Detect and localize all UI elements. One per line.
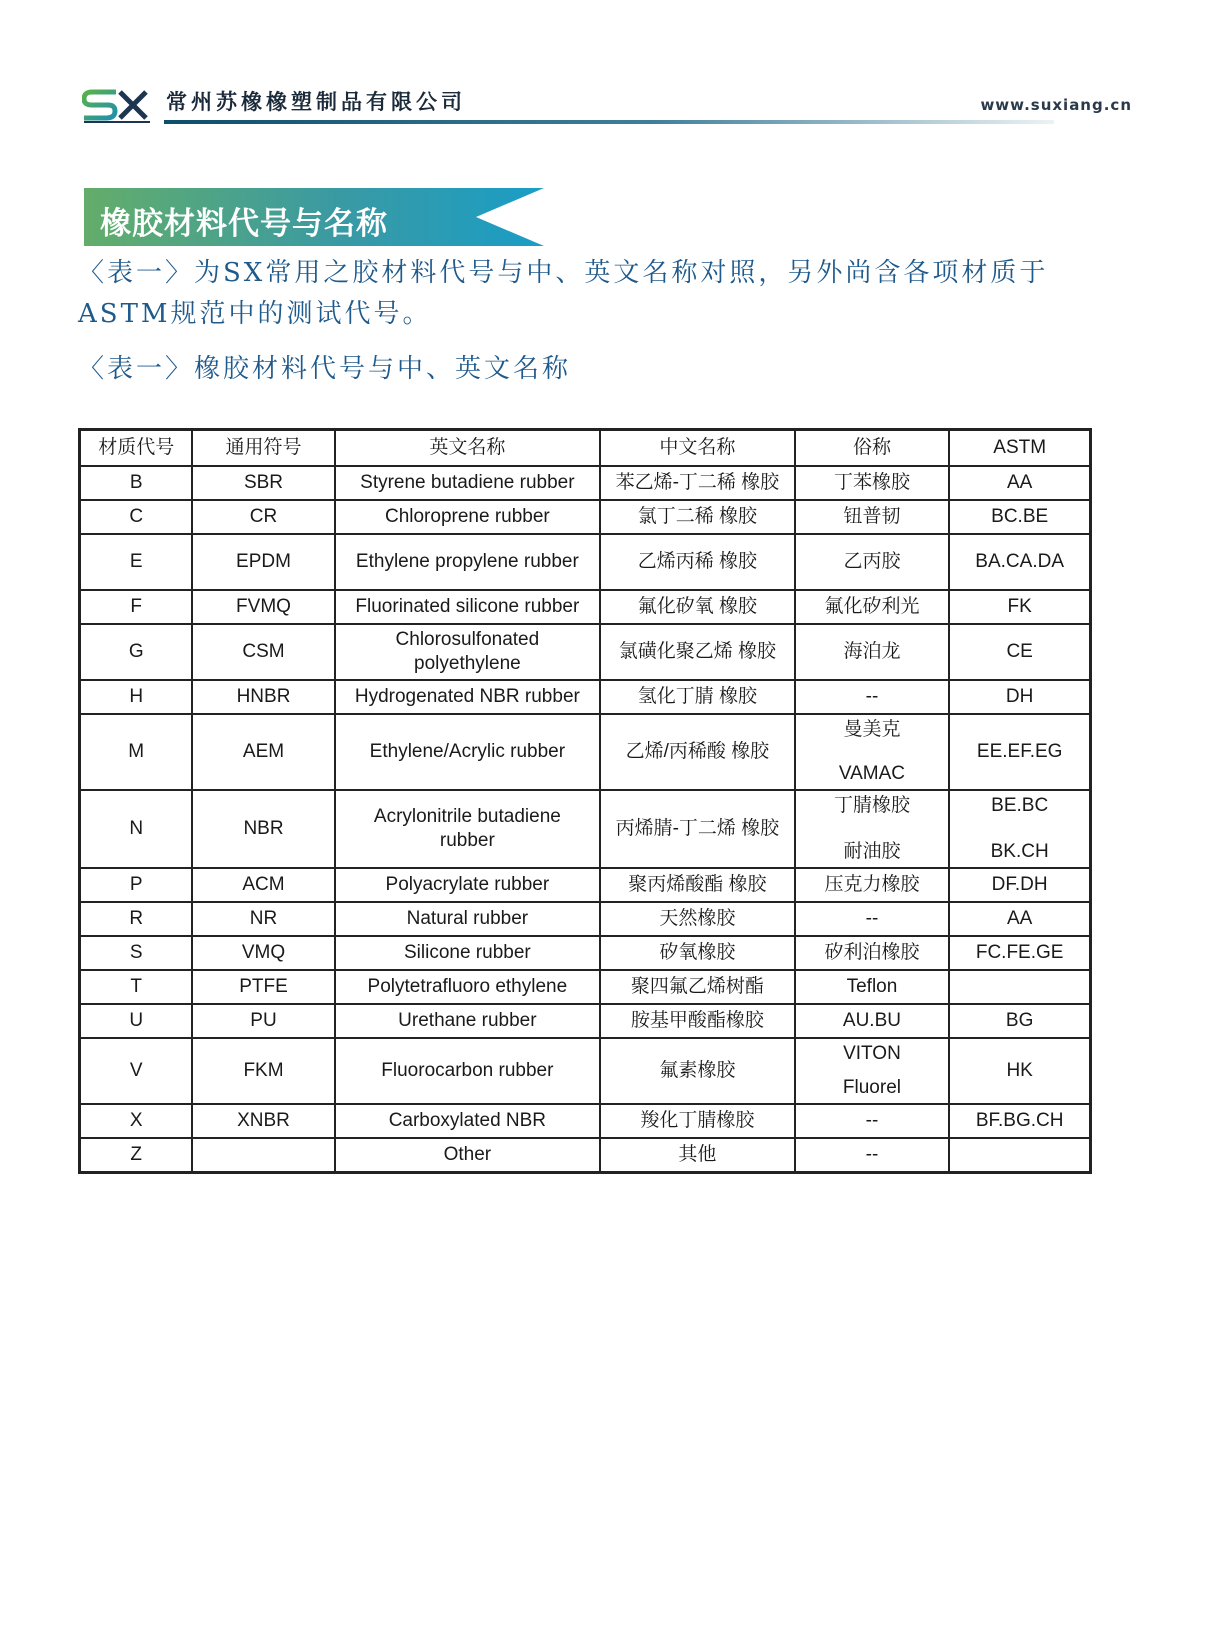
cell-english	[335, 680, 601, 714]
table-row	[80, 936, 1091, 970]
cell-symbol: XNBR	[192, 1104, 334, 1138]
cell-chinese: 聚四氟乙烯树酯	[600, 970, 794, 1004]
cell-symbol: CSM	[192, 624, 334, 680]
cell-english-line: Other	[443, 1143, 492, 1165]
cell-english	[335, 1004, 601, 1038]
table-row	[80, 868, 1091, 902]
cell-astm	[949, 868, 1090, 902]
cell-astm	[949, 1138, 1090, 1172]
cell-common-line: 钮普韧	[843, 506, 901, 527]
cell-astm-line: BE.BC	[991, 795, 1049, 816]
cell-chinese: 乙烯/丙稀酸 橡胶	[600, 714, 794, 790]
table-row	[80, 790, 1091, 868]
cell-english	[335, 936, 601, 970]
cell-chinese: 矽氧橡胶	[600, 936, 794, 970]
cell-english-line: Ethylene propylene rubber	[355, 551, 579, 572]
intro-paragraph	[78, 253, 1088, 335]
sx-logo	[82, 84, 154, 126]
cell-english	[335, 714, 601, 790]
cell-chinese: 羧化丁腈橡胶	[600, 1104, 794, 1138]
cell-common-line: 曼美克	[843, 719, 901, 740]
cell-astm	[949, 970, 1090, 1004]
cell-astm	[949, 534, 1090, 590]
cell-symbol: NR	[192, 902, 334, 936]
cell-astm	[949, 680, 1090, 714]
table-row	[80, 466, 1091, 500]
cell-chinese: 胺基甲酸酯橡胶	[600, 1004, 794, 1038]
cell-astm-line: BF.BG.CH	[975, 1110, 1064, 1131]
cell-common	[795, 1104, 950, 1138]
section-banner	[84, 188, 544, 246]
table-caption: 〈表一〉橡胶材料代号与中、英文名称	[78, 354, 572, 384]
cell-english	[335, 1138, 601, 1172]
cell-common	[795, 624, 950, 680]
cell-english	[335, 534, 601, 590]
cell-code: H	[80, 680, 193, 714]
cell-astm	[949, 902, 1090, 936]
intro-line-2: ASTM规范中的测试代号。	[78, 299, 432, 329]
cell-common-line: 乙丙胶	[843, 551, 901, 572]
cell-common-line: Fluorel	[842, 1077, 901, 1098]
cell-symbol: EPDM	[192, 534, 334, 590]
cell-english	[335, 624, 601, 680]
cell-english	[335, 868, 601, 902]
cell-english	[335, 790, 601, 868]
cell-common	[795, 534, 950, 590]
cell-common	[795, 680, 950, 714]
cell-chinese: 氯丁二稀 橡胶	[600, 500, 794, 534]
cell-astm-line: BC.BE	[991, 506, 1049, 527]
table-row	[80, 902, 1091, 936]
cell-common	[795, 590, 950, 624]
cell-english-line: Carboxylated NBR	[388, 1110, 547, 1131]
cell-common	[795, 714, 950, 790]
cell-astm	[949, 500, 1090, 534]
table-row	[80, 534, 1091, 590]
cell-common-line: 丁腈橡胶	[833, 795, 910, 816]
cell-chinese: 苯乙烯-丁二稀 橡胶	[600, 466, 794, 500]
cell-code: R	[80, 902, 193, 936]
cell-symbol: CR	[192, 500, 334, 534]
cell-english-line: Acrylonitrile butadiene	[373, 806, 561, 827]
cell-chinese: 丙烯腈-丁二烯 橡胶	[600, 790, 794, 868]
cell-english	[335, 970, 601, 1004]
cell-astm-line: BA.CA.DA	[975, 551, 1064, 572]
header-common: 俗称	[795, 430, 950, 467]
table-row	[80, 1038, 1091, 1104]
cell-symbol: PU	[192, 1004, 334, 1038]
materials-table	[78, 428, 1092, 1174]
cell-code: Z	[80, 1138, 193, 1172]
cell-astm	[949, 1004, 1090, 1038]
cell-code: U	[80, 1004, 193, 1038]
cell-common	[795, 902, 950, 936]
cell-astm-line: AA	[1006, 472, 1033, 493]
header-code: 材质代号	[80, 430, 193, 467]
cell-english-line: Chloroprene rubber	[384, 506, 550, 527]
cell-astm	[949, 1038, 1090, 1104]
header-english: 英文名称	[335, 430, 601, 467]
table-row	[80, 680, 1091, 714]
cell-english-line: Ethylene/Acrylic rubber	[369, 741, 566, 762]
cell-english-line: Styrene butadiene rubber	[360, 472, 575, 493]
cell-common-line: VAMAC	[838, 763, 906, 784]
cell-english	[335, 590, 601, 624]
cell-common-line: AU.BU	[842, 1010, 901, 1031]
cell-code: F	[80, 590, 193, 624]
intro-line-1: 〈表一〉为SX常用之胶材料代号与中、英文名称对照，另外尚含各项材质于	[78, 258, 1049, 288]
cell-code: S	[80, 936, 193, 970]
cell-chinese: 天然橡胶	[600, 902, 794, 936]
cell-common-line: --	[865, 1143, 879, 1165]
cell-symbol: FVMQ	[192, 590, 334, 624]
cell-symbol: NBR	[192, 790, 334, 868]
cell-english-line: Polytetrafluoro ethylene	[367, 976, 568, 997]
cell-common-line: 压克力橡胶	[824, 874, 920, 895]
cell-chinese: 氟素橡胶	[600, 1038, 794, 1104]
cell-astm	[949, 1104, 1090, 1138]
cell-symbol: SBR	[192, 466, 334, 500]
cell-astm-line: DH	[1005, 686, 1034, 707]
cell-astm	[949, 936, 1090, 970]
cell-english-line: Natural rubber	[406, 908, 529, 929]
table-row	[80, 590, 1091, 624]
table-row	[80, 624, 1091, 680]
header-astm: ASTM	[949, 430, 1090, 467]
cell-common	[795, 500, 950, 534]
cell-astm	[949, 590, 1090, 624]
cell-astm-line: BG	[1005, 1010, 1034, 1031]
cell-code: B	[80, 466, 193, 500]
cell-astm-line: HK	[1006, 1060, 1033, 1081]
cell-common	[795, 868, 950, 902]
cell-astm-line: FC.FE.GE	[975, 942, 1064, 963]
cell-english-line: Silicone rubber	[403, 942, 531, 963]
cell-code: G	[80, 624, 193, 680]
cell-astm-line: AA	[1006, 908, 1033, 929]
cell-code: M	[80, 714, 193, 790]
cell-common-line: --	[865, 908, 879, 929]
cell-astm-line: BK.CH	[990, 841, 1049, 862]
cell-english-line: rubber	[439, 830, 495, 851]
cell-symbol: HNBR	[192, 680, 334, 714]
cell-code: T	[80, 970, 193, 1004]
cell-english-line: Urethane rubber	[398, 1010, 537, 1031]
cell-common	[795, 1138, 950, 1172]
cell-english-line: Hydrogenated NBR rubber	[354, 686, 580, 707]
cell-english	[335, 1038, 601, 1104]
table-row	[80, 500, 1091, 534]
table-row	[80, 1138, 1091, 1172]
cell-common	[795, 790, 950, 868]
cell-common	[795, 936, 950, 970]
table-body	[80, 466, 1091, 1172]
cell-common-line: --	[865, 686, 879, 707]
table-row	[80, 714, 1091, 790]
cell-chinese: 氟化矽氧 橡胶	[600, 590, 794, 624]
cell-common	[795, 1004, 950, 1038]
cell-astm-line: EE.EF.EG	[976, 741, 1063, 762]
cell-english-line: Fluorocarbon rubber	[381, 1060, 554, 1081]
cell-common-line: --	[865, 1110, 879, 1131]
cell-chinese: 其他	[600, 1138, 794, 1172]
cell-code: P	[80, 868, 193, 902]
cell-common-line: VITON	[843, 1043, 901, 1064]
cell-symbol: PTFE	[192, 970, 334, 1004]
cell-symbol	[192, 1138, 334, 1172]
table-row	[80, 1104, 1091, 1138]
cell-symbol: AEM	[192, 714, 334, 790]
header-chinese: 中文名称	[600, 430, 794, 467]
cell-english-line: Chlorosulfonated	[395, 629, 540, 650]
cell-code: N	[80, 790, 193, 868]
cell-english	[335, 902, 601, 936]
cell-common-line: 海泊龙	[843, 641, 901, 662]
cell-common-line: 矽利泊橡胶	[824, 942, 920, 963]
cell-symbol: ACM	[192, 868, 334, 902]
cell-english-line: Polyacrylate rubber	[385, 874, 550, 895]
cell-english	[335, 500, 601, 534]
cell-astm	[949, 714, 1090, 790]
header-symbol: 通用符号	[192, 430, 334, 467]
table-row	[80, 970, 1091, 1004]
header-divider	[164, 120, 1054, 124]
website-link[interactable]: www.suxiang.cn	[980, 96, 1132, 114]
cell-english	[335, 1104, 601, 1138]
cell-english	[335, 466, 601, 500]
cell-astm-line: DF.DH	[991, 874, 1048, 895]
cell-astm-line: CE	[1006, 641, 1033, 662]
cell-english-line: Fluorinated silicone rubber	[355, 596, 580, 617]
cell-english-line: polyethylene	[414, 653, 521, 674]
cell-common	[795, 466, 950, 500]
table-header-row	[80, 430, 1091, 467]
cell-common	[795, 970, 950, 1004]
cell-symbol: FKM	[192, 1038, 334, 1104]
cell-astm	[949, 790, 1090, 868]
page-header	[82, 78, 1142, 128]
cell-code: C	[80, 500, 193, 534]
cell-common-line: 耐油胶	[843, 841, 901, 862]
cell-astm-line: FK	[1007, 596, 1032, 617]
cell-chinese: 氯磺化聚乙烯 橡胶	[600, 624, 794, 680]
cell-common-line: 丁苯橡胶	[833, 472, 910, 493]
cell-code: X	[80, 1104, 193, 1138]
cell-code: E	[80, 534, 193, 590]
cell-astm	[949, 466, 1090, 500]
table-row	[80, 1004, 1091, 1038]
cell-chinese: 氢化丁腈 橡胶	[600, 680, 794, 714]
cell-code: V	[80, 1038, 193, 1104]
cell-chinese: 聚丙烯酸酯 橡胶	[600, 868, 794, 902]
cell-common-line: Teflon	[846, 976, 898, 997]
cell-astm	[949, 624, 1090, 680]
cell-common	[795, 1038, 950, 1104]
cell-symbol: VMQ	[192, 936, 334, 970]
section-title: 橡胶材料代号与名称	[100, 206, 388, 242]
cell-common-line: 氟化矽利光	[824, 596, 920, 617]
cell-chinese: 乙烯丙稀 橡胶	[600, 534, 794, 590]
company-name: 常州苏橡橡塑制品有限公司	[166, 89, 466, 114]
